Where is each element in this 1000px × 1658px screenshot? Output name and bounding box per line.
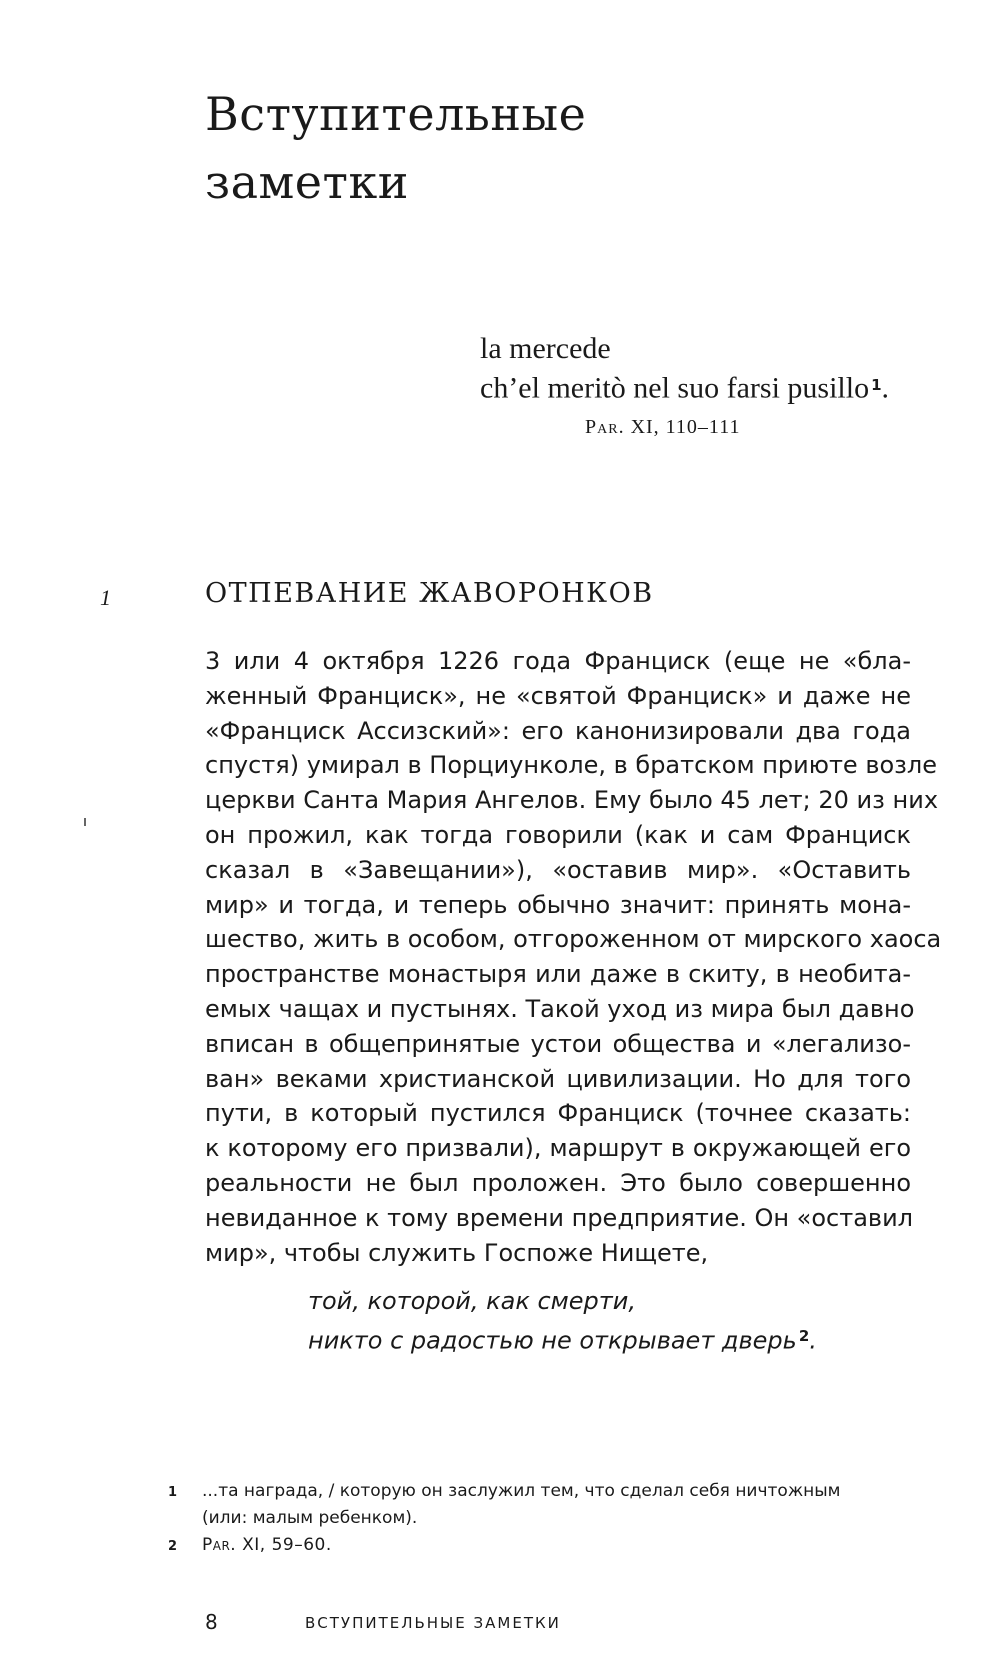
title-line-2: заметки (205, 155, 409, 209)
verse-line-2-text: никто с радостью не открывает дверь (308, 1326, 797, 1355)
footnote-mark: 2 (168, 1539, 178, 1554)
epigraph-line-2 (480, 367, 980, 407)
epigraph-line-2-end: . (881, 371, 890, 405)
epigraph-line-1: la mercede (480, 332, 611, 365)
epigraph-reference: Par. XI, 110–111 (585, 415, 741, 438)
verse-line-2 (308, 1319, 908, 1359)
section-title: ОТПЕВАНИЕ ЖАВОРОНКОВ (205, 578, 654, 609)
footnote-2 (168, 1532, 928, 1559)
body-line: спустя) умирал в Порциунколе, в братском приюте возле (205, 751, 938, 780)
footnote-ref-1[interactable]: 1 (871, 376, 882, 394)
footnote-1 (168, 1478, 928, 1532)
section-number: 1 (100, 585, 111, 610)
footnotes (168, 1478, 928, 1559)
footnote-text: Par. XI, 59–60. (202, 1535, 332, 1555)
body-line: мир» и тогда, и теперь обычно значит: принять мона- (205, 890, 911, 919)
page-number: 8 (205, 1610, 218, 1634)
body-line: пути, в который пустился Франциск (точнее сказать: (205, 1099, 911, 1128)
body-line: невиданное к тому времени предприятие. Он «оставил (205, 1203, 914, 1232)
body-line: шество, жить в особом, отгороженном от мирского хаоса (205, 925, 942, 954)
running-head: ВСТУПИТЕЛЬНЫЕ ЗАМЕТКИ (305, 1614, 561, 1632)
verse-line-2-end: . (809, 1326, 817, 1355)
epigraph-line-2-text: ch’el meritò nel suo farsi pusillo (480, 371, 870, 405)
body-paragraph (205, 644, 942, 1270)
margin-mark (84, 818, 86, 826)
body-line: церкви Санта Мария Ангелов. Ему было 45 лет; 20 из них (205, 786, 939, 815)
body-line: женный Франциск», не «святой Франциск» и даже не (205, 681, 911, 710)
verse-quote (308, 1284, 908, 1359)
epigraph (480, 330, 980, 446)
body-line: пространстве монастыря или даже в скиту, в необита- (205, 960, 911, 989)
title-line-1: Вступительные (205, 87, 587, 141)
body-line: 3 или 4 октября 1226 года Франциск (еще не «бла- (205, 647, 911, 675)
body-line: сказал в «Завещании»), «оставив мир». «Оставить (205, 855, 911, 884)
body-line: к которому его призвали), маршрут в окружающей его (205, 1134, 911, 1163)
verse-line-1: той, которой, как смерти, (308, 1287, 636, 1315)
body-line: реальности не был проложен. Это было совершенно (205, 1168, 911, 1197)
body-line: вписан в общепринятые устои общества и «легализо- (205, 1029, 911, 1058)
body-line: емых чащах и пустынях. Такой уход из мира был давно (205, 994, 915, 1023)
body-line: мир», чтобы служить Госпоже Нищете, (205, 1238, 709, 1267)
body-line: он прожил, как тогда говорили (как и сам Франциск (205, 820, 911, 849)
body-line: «Франциск Ассизский»: его канонизировали два года (205, 716, 911, 745)
body-line: ван» веками христианской цивилизации. Но для того (205, 1064, 911, 1093)
page-title (205, 80, 905, 216)
footnote-mark: 1 (168, 1485, 178, 1500)
footnote-ref-2[interactable]: 2 (798, 1327, 810, 1345)
footnote-text: ...та награда, / которую он заслужил тем, что сделал себя ничтожным (202, 1481, 841, 1501)
footnote-text: (или: малым ребенком). (202, 1508, 418, 1528)
